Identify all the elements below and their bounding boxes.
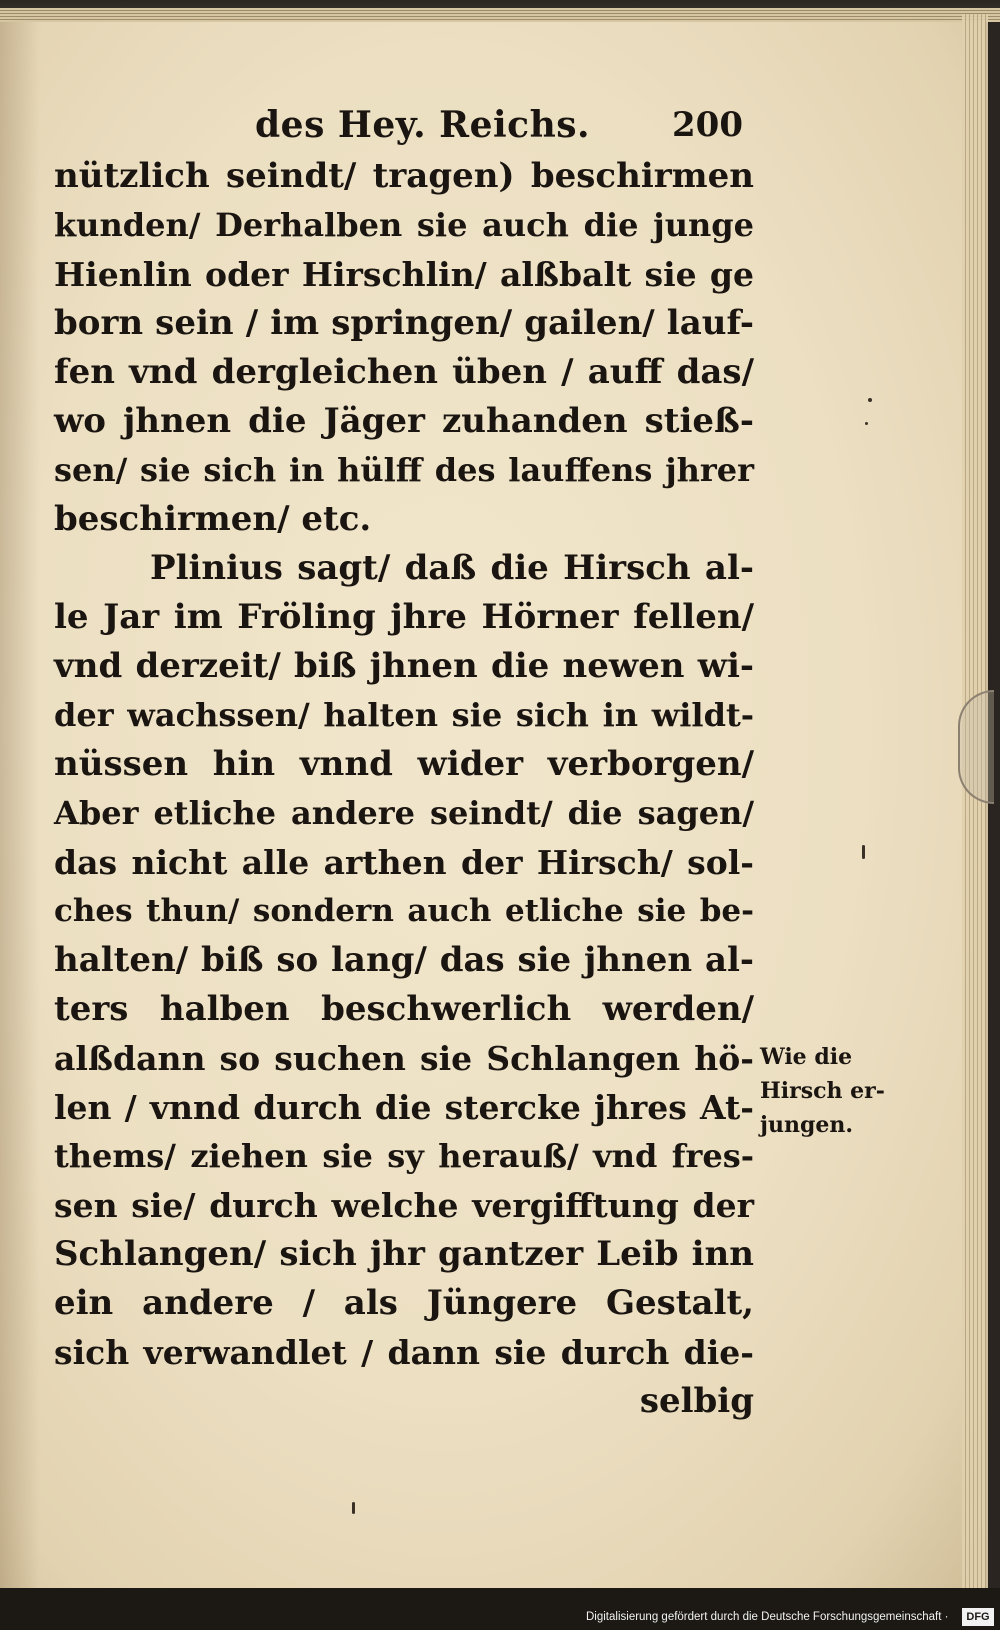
page-gutter-shadow — [0, 14, 40, 1590]
page-number: 200 — [672, 105, 743, 145]
digitization-credit: Digitalisierung gefördert durch die Deutsche Forschungsgemeinschaft · — [586, 1611, 949, 1623]
running-title: des Hey. Reichs. — [255, 104, 591, 146]
page-top-edges — [0, 8, 1000, 22]
body-text — [54, 152, 754, 1426]
text-line: ches thun/ sondern auch etliche sie be- — [54, 893, 754, 929]
page-clip — [958, 690, 994, 804]
text-line: halten/ biß so lang/ das sie jhnen al- — [54, 940, 754, 980]
text-line: len / vnnd durch die stercke jhres At- — [54, 1088, 754, 1127]
text-line: sen sie/ durch welche vergifftung der — [54, 1186, 754, 1225]
text-line: Plinius sagt/ daß die Hirsch al- — [150, 548, 754, 588]
text-line: born sein / im springen/ gailen/ lauf- — [54, 303, 754, 343]
text-line: fen vnd dergleichen üben / auff das/ — [54, 352, 754, 392]
text-line: beschirmen/ etc. — [54, 499, 372, 539]
text-line: sen/ sie sich in hülff des lauffens jhrer — [54, 451, 754, 489]
text-line: sich verwandlet / dann sie durch die- — [54, 1333, 754, 1372]
text-line: kunden/ Derhalben sie auch die junge — [54, 206, 754, 244]
text-line: Hienlin oder Hirschlin/ alßbalt sie ge — [54, 255, 754, 294]
marginal-note-line: Hirsch er- — [760, 1078, 885, 1104]
text-line: Schlangen/ sich jhr gantzer Leib inn — [54, 1234, 754, 1274]
text-line: thems/ ziehen sie sy herauß/ vnd fres- — [54, 1137, 754, 1175]
marginal-note-line: Wie die — [760, 1044, 853, 1070]
text-line: Aber etliche andere seindt/ die sagen/ — [54, 794, 754, 832]
ink-speck — [862, 845, 865, 859]
catchword: selbig — [639, 1381, 754, 1421]
ink-speck — [868, 398, 872, 402]
text-line: ters halben beschwerlich werden/ — [54, 989, 754, 1029]
text-line: nützlich seindt/ tragen) beschirmen — [54, 156, 754, 196]
text-line: das nicht alle arthen der Hirsch/ sol- — [54, 843, 754, 882]
ink-speck — [865, 422, 868, 425]
text-line: vnd derzeit/ biß jhnen die newen wi- — [54, 646, 754, 686]
dfg-logo: DFG — [962, 1608, 994, 1626]
text-line: le Jar im Fröling jhre Hörner fellen/ — [54, 597, 754, 637]
marginal-note — [760, 1040, 900, 1142]
text-line: ein andere / als Jüngere Gestalt, — [54, 1283, 754, 1323]
text-line: nüssen hin vnnd wider verborgen/ — [54, 744, 754, 784]
ink-speck — [352, 1502, 355, 1514]
marginal-note-line: jungen. — [760, 1112, 853, 1138]
text-line: der wachssen/ halten sie sich in wildt- — [54, 696, 754, 734]
text-line: wo jhnen die Jäger zuhanden stieß- — [54, 401, 754, 441]
running-header — [0, 102, 1000, 148]
text-line: alßdann so suchen sie Schlangen hö- — [54, 1039, 754, 1078]
